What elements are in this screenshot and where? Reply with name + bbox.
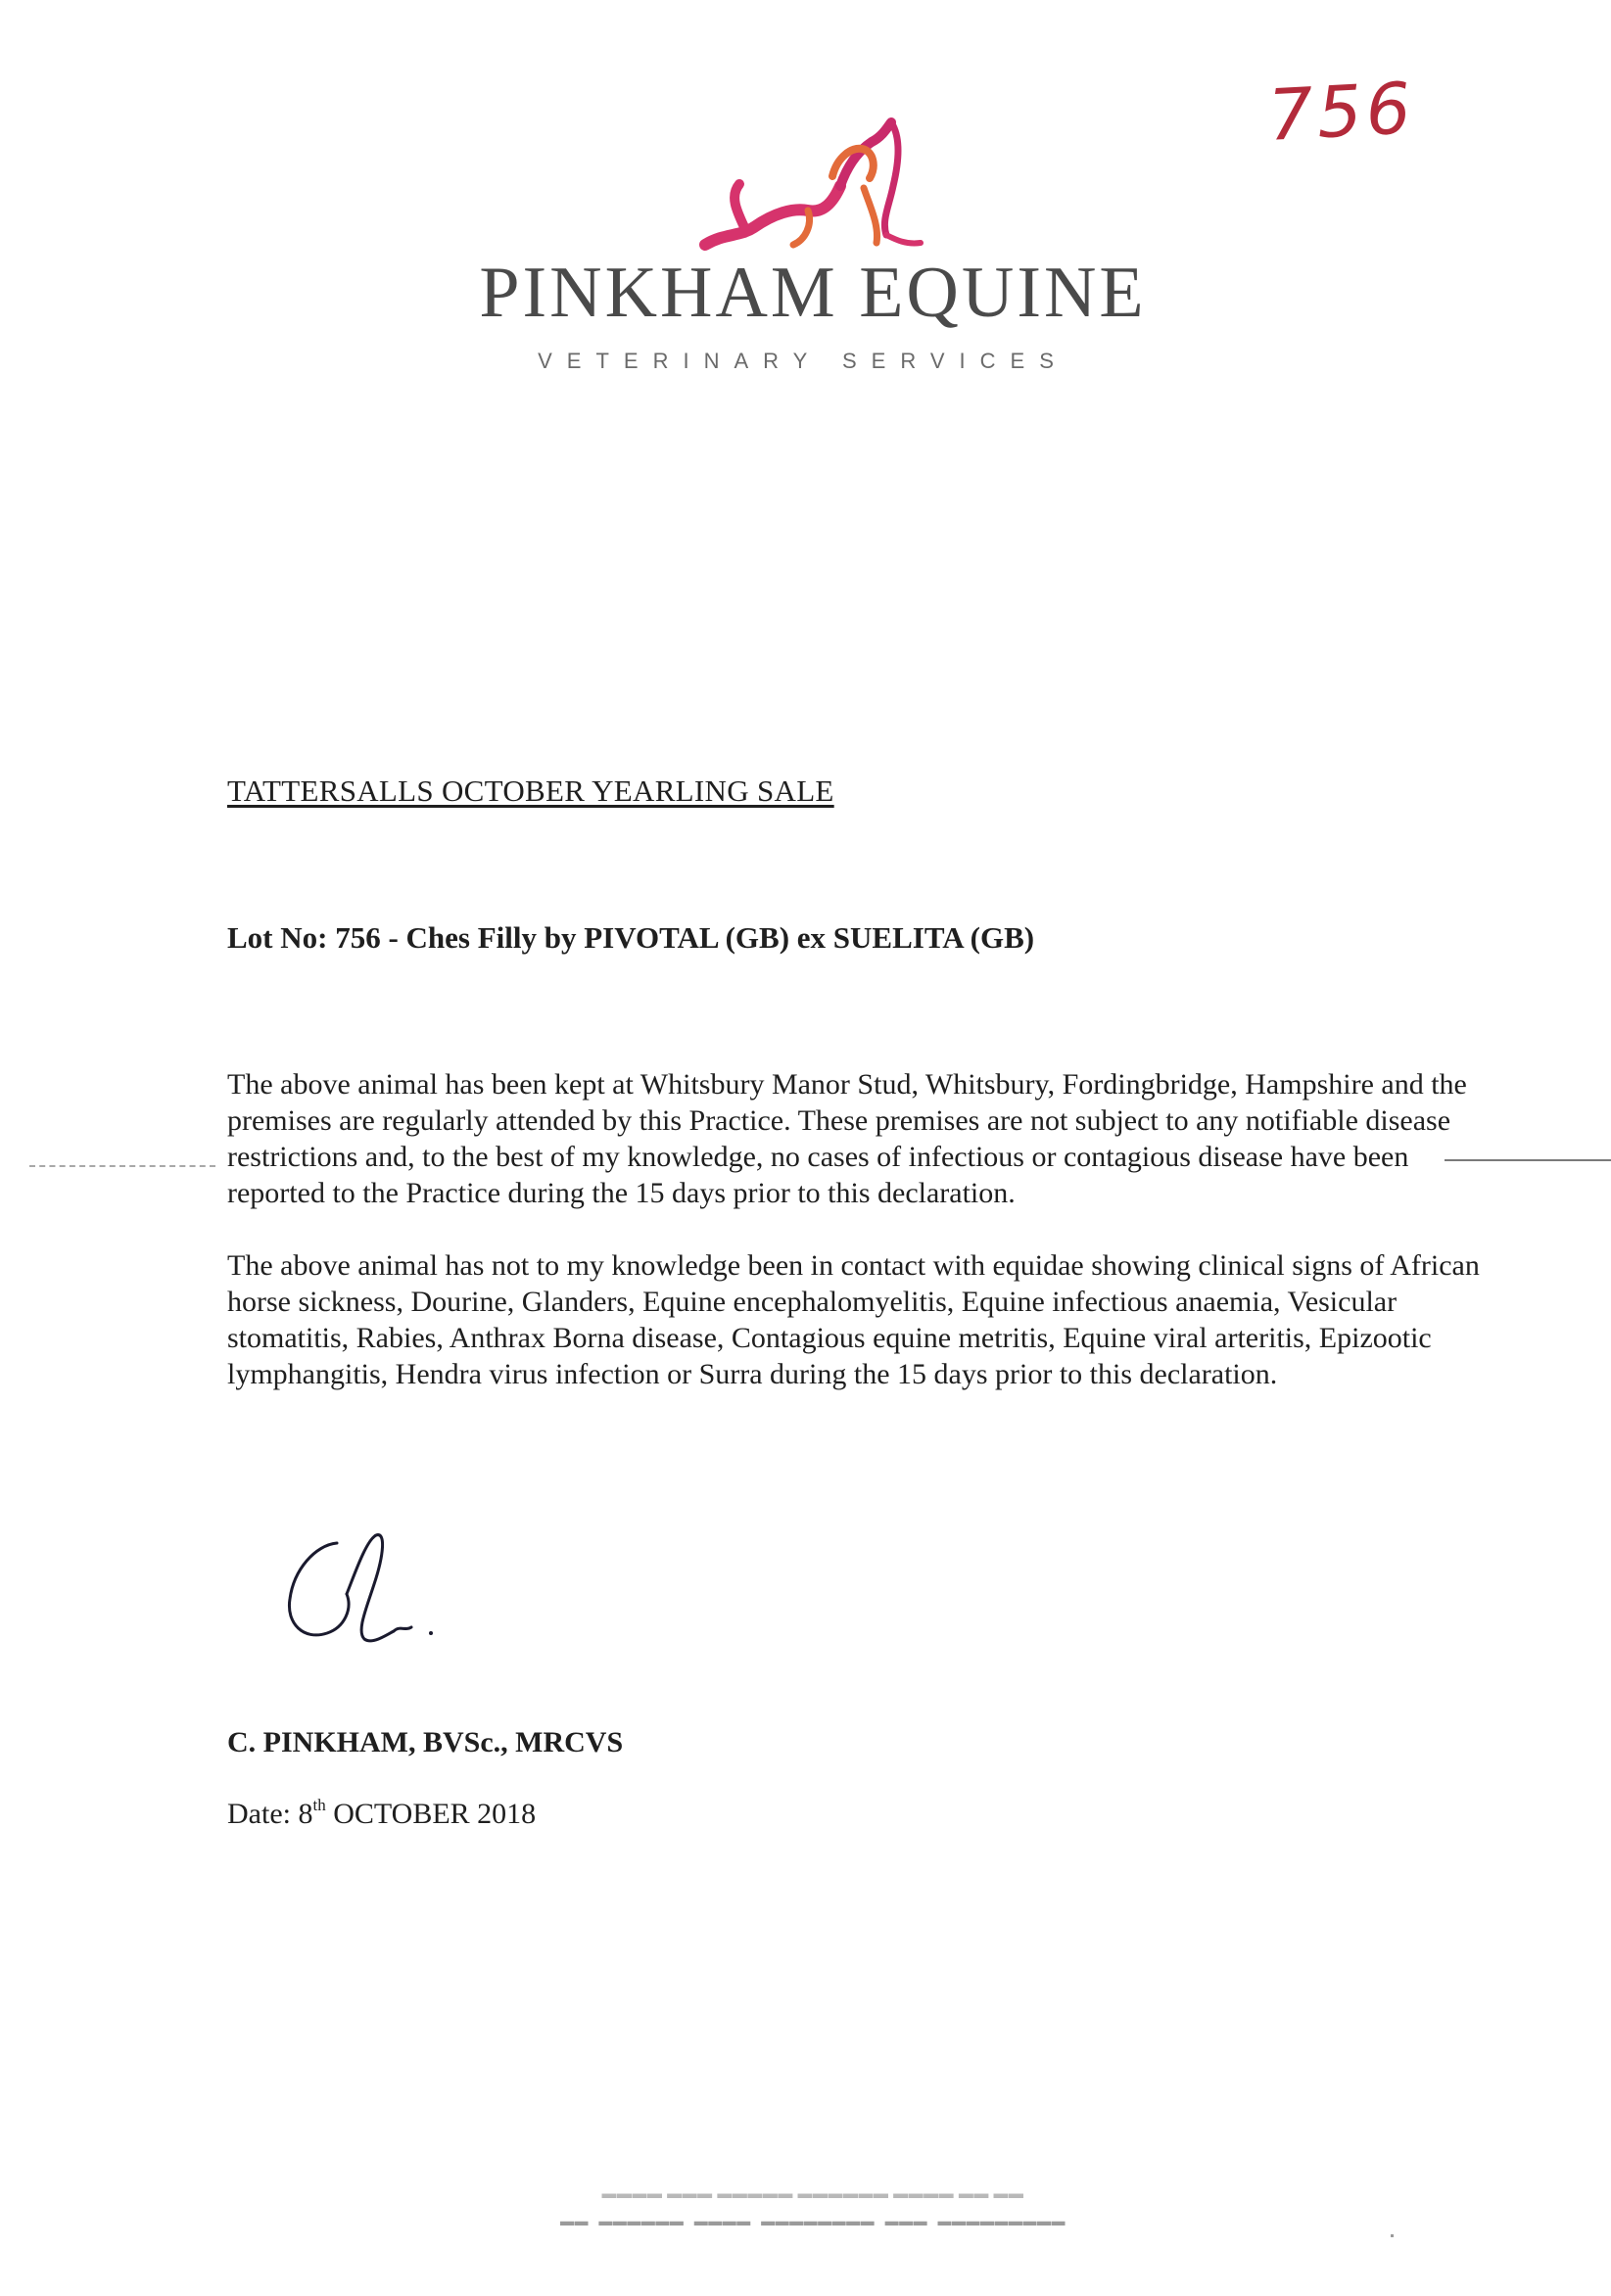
- signature: [276, 1516, 511, 1653]
- signatory-name: C. PINKHAM, BVSc., MRCVS: [227, 1726, 624, 1758]
- handwritten-lot-number: 756: [1265, 67, 1417, 157]
- letterhead-subtitle: VETERINARY SERVICES: [538, 349, 1068, 373]
- footer-address: ▬▬▬▬ ▬▬▬ ▬▬▬▬▬ ▬▬▬▬▬▬ ▬▬▬▬ ▬▬ ▬▬: [601, 2185, 1024, 2202]
- contact-paragraph: The above animal has not to my knowledge been in contact with equidae showing clinical signs of African horse sickness, Dourine, Glanders, Equine encephalomyelitis, Equine infectious anaemia, Vesicular stomatitis, Rabies, Anthrax Borna disease, Contagious equine metritis, Equine viral arteritis, Epizootic lymphangitis, Hendra virus infection or Surra during the 15 days prior to this declaration.: [227, 1249, 1480, 1390]
- scan-speck: [1391, 2234, 1394, 2237]
- sale-heading: TATTERSALLS OCTOBER YEARLING SALE: [227, 773, 834, 808]
- premises-paragraph: The above animal has been kept at Whitsbury Manor Stud, Whitsbury, Fordingbridge, Hampshire and the premises are regularly attended by this Practice. These premises are not subject to any notifiable disease restrictions and, to the best of my knowledge, no cases of infectious or contagious disease have been reported to the Practice during the 15 days prior to this declaration.: [227, 1068, 1467, 1209]
- date-label: Date:: [227, 1798, 291, 1830]
- date-suffix: th: [312, 1796, 326, 1814]
- horse-and-rider-icon: [686, 117, 950, 264]
- date-month-year: OCTOBER 2018: [333, 1798, 537, 1830]
- footer-contact: ▬▬ ▬▬▬▬▬▬ ▬▬▬▬ ▬▬▬▬▬▬▬▬ ▬▬▬ ▬▬▬▬▬▬▬▬▬: [560, 2213, 1066, 2228]
- margin-mark-left: [29, 1165, 215, 1167]
- margin-mark-right: [1445, 1159, 1611, 1161]
- declaration-date: [227, 1798, 536, 1831]
- letterhead-name: PINKHAM EQUINE: [479, 253, 1147, 333]
- lot-line: Lot No: 756 - Ches Filly by PIVOTAL (GB) ex SUELITA (GB): [227, 920, 1035, 955]
- date-day: 8: [298, 1798, 313, 1830]
